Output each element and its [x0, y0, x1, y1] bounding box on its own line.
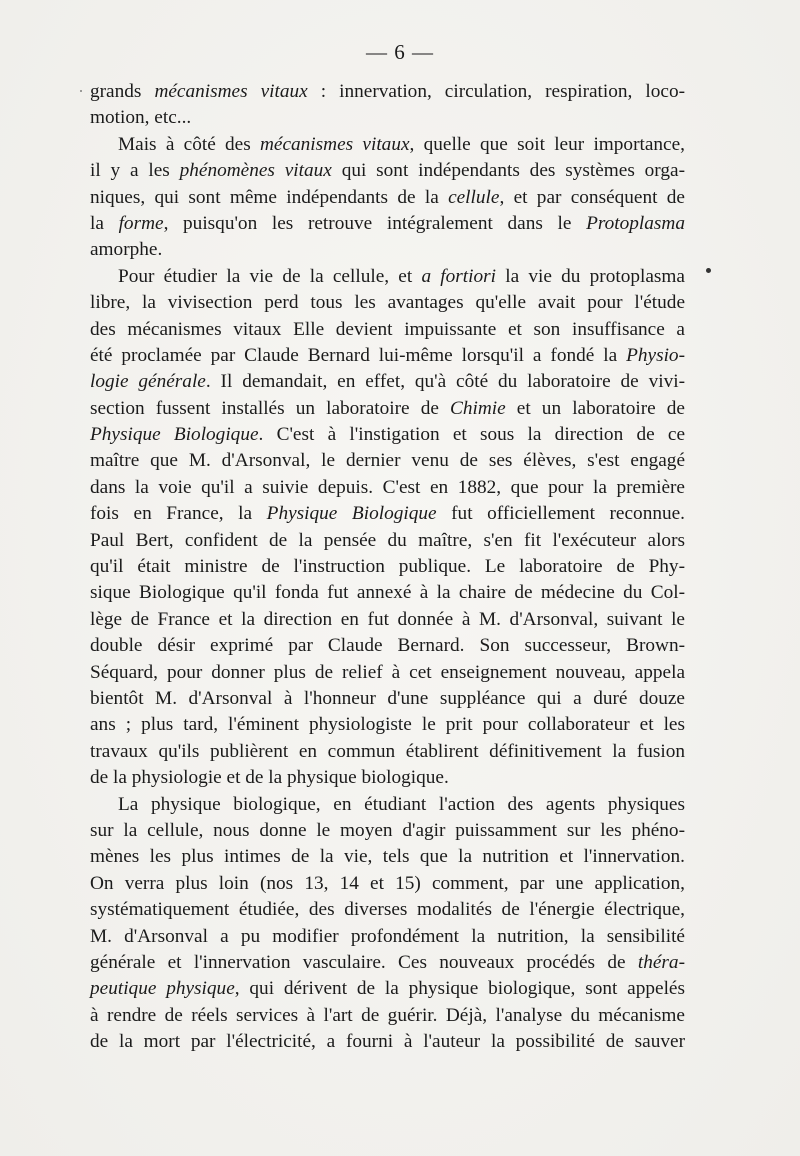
- text-run: amorphe.: [90, 239, 163, 261]
- text-line: [90, 1029, 685, 1055]
- text-run: systématiquement étudiée, des diverses modalités de l'énergie électrique,: [90, 899, 685, 921]
- text-line: [90, 660, 685, 686]
- text-line: [90, 792, 685, 818]
- text-line: [90, 396, 685, 422]
- text-run: section fussent installés un laboratoire de: [90, 397, 450, 419]
- text-run: de la mort par l'électricité, a fourni à l'auteur la possibilité de sauver: [90, 1031, 685, 1053]
- text-run: générale et l'innervation vasculaire. Ces nouveaux procédés de: [90, 951, 638, 973]
- text-run: bientôt M. d'Arsonval à l'honneur d'une suppléance qui a duré douze: [90, 687, 685, 709]
- italic-text: a fortiori: [421, 265, 497, 287]
- text-line: [90, 79, 685, 105]
- text-run: , puisqu'on les retrouve intégralement dans le: [163, 212, 587, 234]
- text-run: , qui dérivent de la physique biologique, sont appelés: [234, 978, 685, 1000]
- italic-text: mécanismes vitaux: [154, 81, 308, 102]
- text-run: il y a les: [90, 160, 180, 182]
- italic-text: mécanismes vitaux: [259, 133, 410, 155]
- text-run: la vie du protoplasma: [496, 265, 685, 287]
- text-run: double désir exprimé par Claude Bernard. Son successeur, Brown-: [90, 635, 685, 657]
- italic-text: Protoplasma: [586, 212, 685, 234]
- text-line: [90, 871, 685, 897]
- page-number: — 6 —: [366, 40, 434, 64]
- text-run: la: [90, 212, 119, 234]
- text-line: [90, 844, 685, 870]
- text-run: dans la voie qu'il a suivie depuis. C'est en 1882, que pour la première: [90, 476, 685, 498]
- text-run: Pour étudier la vie de la cellule, et: [118, 265, 422, 287]
- text-line: [90, 132, 685, 158]
- text-run: Séquard, pour donner plus de relief à cet enseignement nouveau, appela: [90, 661, 685, 683]
- text-line: [90, 1003, 685, 1029]
- text-line: [90, 317, 685, 343]
- text-line: [90, 580, 685, 606]
- text-line: [90, 554, 685, 580]
- text-line: [90, 528, 685, 554]
- text-run: , quelle que soit leur importance,: [409, 133, 685, 155]
- text-line: [90, 422, 685, 448]
- text-line: [90, 633, 685, 659]
- text-line: [90, 264, 685, 290]
- text-run: maître que M. d'Arsonval, le dernier venu de ses élèves, s'est engagé: [90, 450, 685, 472]
- italic-text: Physique Biologique: [90, 424, 259, 446]
- text-line: [90, 607, 685, 633]
- text-line: [90, 475, 685, 501]
- text-line: [90, 976, 685, 1002]
- ink-speck: [706, 268, 711, 273]
- text-line: [90, 712, 685, 738]
- text-run: fut officiellement reconnue.: [436, 503, 685, 525]
- italic-text: théra-: [637, 951, 685, 973]
- italic-text: logie générale: [90, 371, 206, 393]
- text-run: de la physiologie et de la physique biologique.: [90, 767, 449, 789]
- text-run: qu'il était ministre de l'instruction publique. Le laboratoire de Phy-: [90, 556, 685, 578]
- italic-text: Chimie: [450, 397, 506, 419]
- text-run: Mais à côté des: [118, 133, 260, 155]
- text-line: [90, 739, 685, 765]
- text-line: [90, 105, 685, 131]
- text-run: . C'est à l'instigation et sous la direction de ce: [258, 424, 686, 446]
- text-line: [90, 924, 685, 950]
- italic-text: cellule: [448, 186, 500, 208]
- text-line: [90, 950, 685, 976]
- text-run: : innervation, circulation, respiration, loco-: [307, 81, 685, 102]
- text-run: ans ; plus tard, l'éminent physiologiste le prit pour collaborateur et les: [90, 714, 685, 736]
- text-run: M. d'Arsonval a pu modifier profondément la nutrition, la sensibilité: [90, 925, 685, 947]
- text-run: des mécanismes vitaux Elle devient impuissante et son insuffisance a: [90, 318, 685, 340]
- italic-text: peutique physique: [90, 978, 235, 1000]
- text-line: [90, 211, 685, 237]
- italic-text: phénomènes vitaux: [179, 160, 332, 182]
- text-run: été proclamée par Claude Bernard lui-même lorsqu'il a fondé la: [90, 344, 627, 366]
- text-line: [90, 501, 685, 527]
- text-run: motion, etc...: [90, 107, 192, 129]
- text-line: [90, 369, 685, 395]
- text-run: et un laboratoire de: [505, 397, 685, 419]
- body-text: [90, 79, 685, 1055]
- italic-text: Physio-: [626, 344, 685, 366]
- text-line: [90, 448, 685, 474]
- text-run: à rendre de réels services à l'art de guérir. Déjà, l'analyse du mécanisme: [90, 1004, 685, 1026]
- text-run: lège de France et la direction en fut donnée à M. d'Arsonval, suivant le: [90, 608, 685, 630]
- text-run: , et par conséquent de: [499, 186, 685, 208]
- text-run: On verra plus loin (nos 13, 14 et 15) comment, par une application,: [90, 872, 685, 894]
- text-run: niques, qui sont même indépendants de la: [90, 186, 449, 208]
- text-run: travaux qu'ils publièrent en commun établirent définitivement la fusion: [90, 740, 685, 762]
- text-run: qui sont indépendants des systèmes orga-: [331, 160, 685, 182]
- text-line: [90, 158, 685, 184]
- text-line: [90, 343, 685, 369]
- text-run: Paul Bert, confident de la pensée du maître, s'en fit l'exécuteur alors: [90, 529, 685, 551]
- text-line: [90, 686, 685, 712]
- text-run: sique Biologique qu'il fonda fut annexé à la chaire de médecine du Col-: [90, 582, 685, 604]
- text-run: grands: [90, 81, 155, 102]
- italic-text: Physique Biologique: [266, 503, 437, 525]
- ink-speck: [80, 90, 82, 92]
- text-run: fois en France, la: [90, 503, 267, 525]
- text-run: mènes les plus intimes de la vie, tels que la nutrition et l'innervation.: [90, 846, 685, 868]
- text-run: . Il demandait, en effet, qu'à côté du laboratoire de vivi-: [205, 371, 685, 393]
- text-run: libre, la vivisection perd tous les avantages qu'elle avait pour l'étude: [90, 292, 685, 314]
- text-line: [90, 290, 685, 316]
- italic-text: forme: [118, 212, 164, 234]
- text-line: [90, 818, 685, 844]
- text-line: [90, 237, 685, 263]
- text-line: [90, 185, 685, 211]
- text-line: [90, 765, 685, 791]
- text-line: [90, 897, 685, 923]
- text-run: La physique biologique, en étudiant l'action des agents physiques: [118, 793, 685, 815]
- text-run: sur la cellule, nous donne le moyen d'agir puissamment sur les phéno-: [90, 819, 685, 841]
